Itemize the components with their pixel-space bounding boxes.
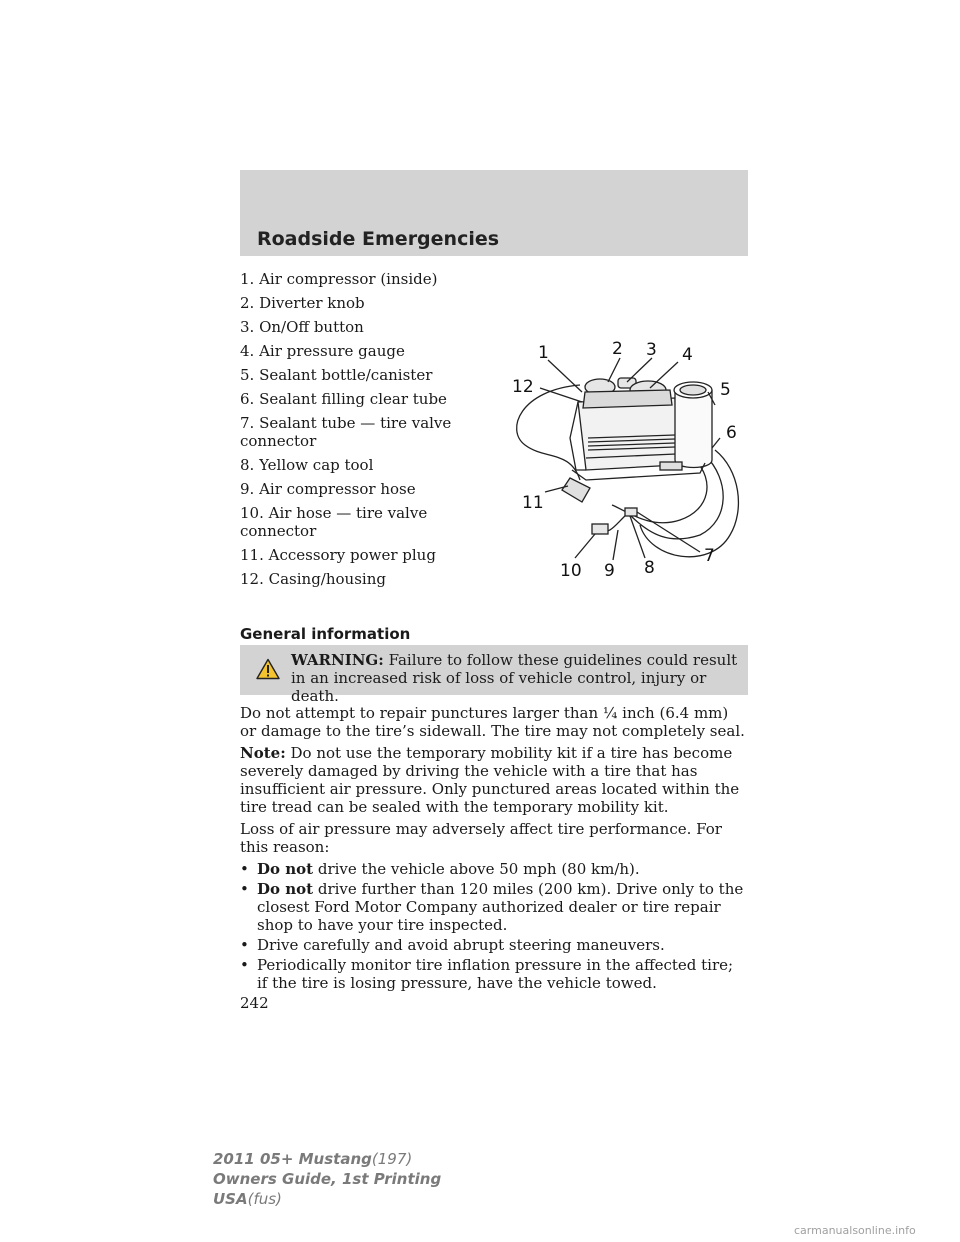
warning-text <box>291 651 741 705</box>
parts-list-item: 8. Yellow cap tool <box>240 456 374 474</box>
bullet-glyph: • <box>240 936 249 954</box>
footer-model: 2011 05+ Mustang <box>213 1150 372 1168</box>
bullet-text: Periodically monitor tire inflation pressure in the affected tire; if the tire is losing pressure, have the vehicle towed. <box>257 956 734 992</box>
callout-number: 8 <box>644 558 655 578</box>
section-title: Roadside Emergencies <box>257 228 500 250</box>
callout-number: 3 <box>646 340 657 360</box>
watermark: carmanualsonline.info <box>794 1224 916 1237</box>
callout-number: 2 <box>612 339 623 359</box>
footer-code: (197) <box>371 1150 413 1168</box>
warning-label: WARNING: <box>291 651 384 669</box>
page-number: 242 <box>240 994 269 1012</box>
callout-number: 5 <box>720 380 731 400</box>
note-paragraph <box>240 744 748 816</box>
parts-list-item: 6. Sealant filling clear tube <box>240 390 447 408</box>
warning-box <box>240 645 748 705</box>
warning-message: Failure to follow these guidelines could result in an increased risk of loss of vehicle control, injury or death. <box>291 651 738 705</box>
callout-number: 1 <box>538 343 549 363</box>
bullet-item <box>240 956 748 992</box>
bullet-glyph: • <box>240 956 249 974</box>
callout-number: 6 <box>726 423 737 443</box>
bullet-glyph: • <box>240 860 249 878</box>
note-label: Note: <box>240 744 286 762</box>
callout-number: 4 <box>682 345 693 365</box>
parts-list-item: 12. Casing/housing <box>240 570 386 588</box>
paragraph: Loss of air pressure may adversely affect tire performance. For this reason: <box>240 820 722 856</box>
footer-region-code: (fus) <box>247 1190 282 1208</box>
bullet-item <box>240 880 748 934</box>
bullet-list <box>240 860 748 992</box>
section-header-band <box>240 170 748 256</box>
bullet-text: Drive carefully and avoid abrupt steering maneuvers. <box>257 936 665 954</box>
document-footer <box>213 1149 441 1209</box>
bullet-item <box>240 936 748 954</box>
callout-number: 9 <box>604 561 615 581</box>
bullet-item <box>240 860 748 878</box>
footer-line <box>213 1149 441 1169</box>
body-text <box>240 704 748 1012</box>
bullet-text: drive the vehicle above 50 mph (80 km/h). <box>313 860 640 878</box>
footer-region: USA <box>213 1190 248 1208</box>
parts-list-item: 1. Air compressor (inside) <box>240 270 438 288</box>
footer-line <box>213 1189 441 1209</box>
callout-number: 11 <box>522 493 544 513</box>
callout-number: 10 <box>560 561 582 581</box>
note-text: Do not use the temporary mobility kit if a tire has become severely damaged by driving the vehicle with a tire that has insufficient air pressure. Only punctured areas located within the tire tread can be sealed with the temporary mobility kit. <box>240 744 740 816</box>
mobility-kit-diagram <box>500 330 760 590</box>
footer-edition: Owners Guide, 1st Printing <box>213 1170 442 1188</box>
parts-list-item: 2. Diverter knob <box>240 294 365 312</box>
bullet-text: drive further than 120 miles (200 km). Drive only to the closest Ford Motor Company authorized dealer or tire repair shop to have your tire inspected. <box>257 880 744 934</box>
parts-list-item: 5. Sealant bottle/canister <box>240 366 433 384</box>
callout-number: 12 <box>512 377 534 397</box>
bullet-bold: Do not <box>257 880 314 898</box>
parts-list-item: 7. Sealant tube — tire valve connector <box>240 414 452 450</box>
callout-number: 7 <box>704 546 715 566</box>
parts-list-item: 4. Air pressure gauge <box>240 342 405 360</box>
parts-list-item: 9. Air compressor hose <box>240 480 416 498</box>
parts-list <box>240 270 495 594</box>
parts-list-item: 3. On/Off button <box>240 318 364 336</box>
footer-line <box>213 1169 441 1189</box>
section-heading: General information <box>240 625 411 643</box>
bullet-bold: Do not <box>257 860 314 878</box>
parts-list-item: 11. Accessory power plug <box>240 546 436 564</box>
paragraph: Do not attempt to repair punctures larger than ¼ inch (6.4 mm) or damage to the tire’s sidewall. The tire may not completely seal. <box>240 704 745 740</box>
bullet-glyph: • <box>240 880 249 898</box>
warning-triangle-icon <box>256 658 280 680</box>
parts-list-item: 10. Air hose — tire valve connector <box>240 504 428 540</box>
